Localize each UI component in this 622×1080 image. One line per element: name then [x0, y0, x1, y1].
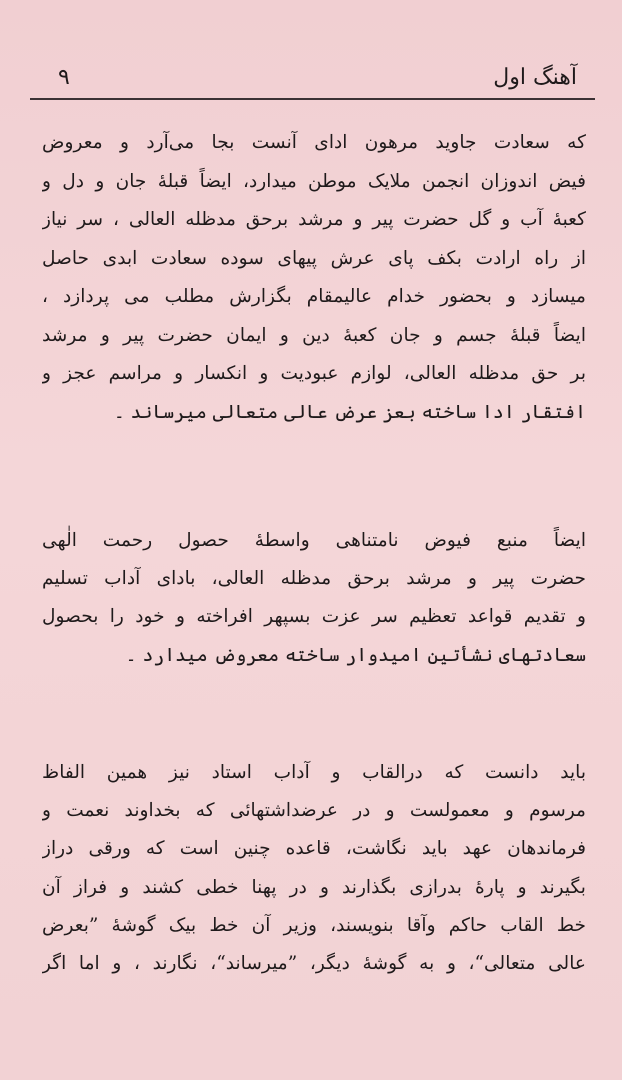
text-line: باید دانست که درالقاب و آداب استاد نیز همین الفاظ: [42, 762, 586, 783]
text-line: و تقدیم قواعد تعظیم سر عزت بسپهر افراخته و خود را بحصول: [42, 606, 586, 628]
text-line: فیض اندوزان انجمن ملایک موطن میدارد، ایضاً قبلهٔ جان و دل و: [42, 170, 586, 192]
page-number: ۹: [58, 65, 70, 90]
text-line: ایضاً منبع فیوض نامتناهی واسطهٔ حصول رحمت الٰهی: [42, 530, 586, 551]
chapter-title: آهنگ اول: [493, 65, 577, 90]
text-line: بگیرند و پارهٔ بدرازی بگذارند و در پهنا خطی کشند و فراز آن: [42, 876, 586, 898]
text-line: مرسوم و معمولست و در عرضداشتهائی که بخداوند نعمت و: [42, 800, 586, 822]
text-line: خط القاب حاکم وآقا بنویسند، وزیر آن خط بیک گوشهٔ ”بعرض: [42, 914, 586, 936]
paragraph-3: [42, 754, 586, 983]
text-line: میسازد و بحضور خدام عالیمقام بگزارش مطلب می پردازد ،: [42, 286, 586, 307]
text-line: که سعادت جاوید مرهون ادای آنست بجا می‌آرد و معروض: [42, 132, 586, 153]
text-line: سعادتهای نشأتین امیدوار ساخته معروض میدارد ۔: [125, 644, 586, 666]
paragraph-2: [42, 522, 586, 675]
text-line: کعبهٔ آب و گل حضرت پیر و مرشد برحق مدظله العالی ، سر نیاز: [42, 209, 586, 230]
text-line: از راه ارادت بکف پای عرش پیهای سوده سعادت ابدی حاصل: [42, 247, 586, 269]
text-line: فرماندهان عهد باید نگاشت، قاعده چنین است که ورقی دراز: [42, 838, 586, 860]
text-line: افتقار ادا ساخته بعز عرض عالی متعالی میرساند ۔: [113, 401, 586, 423]
text-line: عالی متعالی“، و به گوشهٔ دیگر، ”میرساند“، نگارند ، و اما اگر: [42, 952, 586, 974]
text-line: ایضاً قبلهٔ جسم و جان کعبهٔ دین و ایمان حضرت پیر و مرشد: [42, 324, 586, 346]
text-line: بر حق مدظله العالی، لوازم عبودیت و انکسار و مراسم عجز و: [42, 363, 586, 384]
page-header: [30, 58, 595, 96]
text-line: حضرت پیر و مرشد برحق مدظله العالی، بادای آداب تسلیم: [42, 568, 586, 590]
header-rule: [30, 98, 595, 100]
paragraph-1: [42, 124, 586, 432]
